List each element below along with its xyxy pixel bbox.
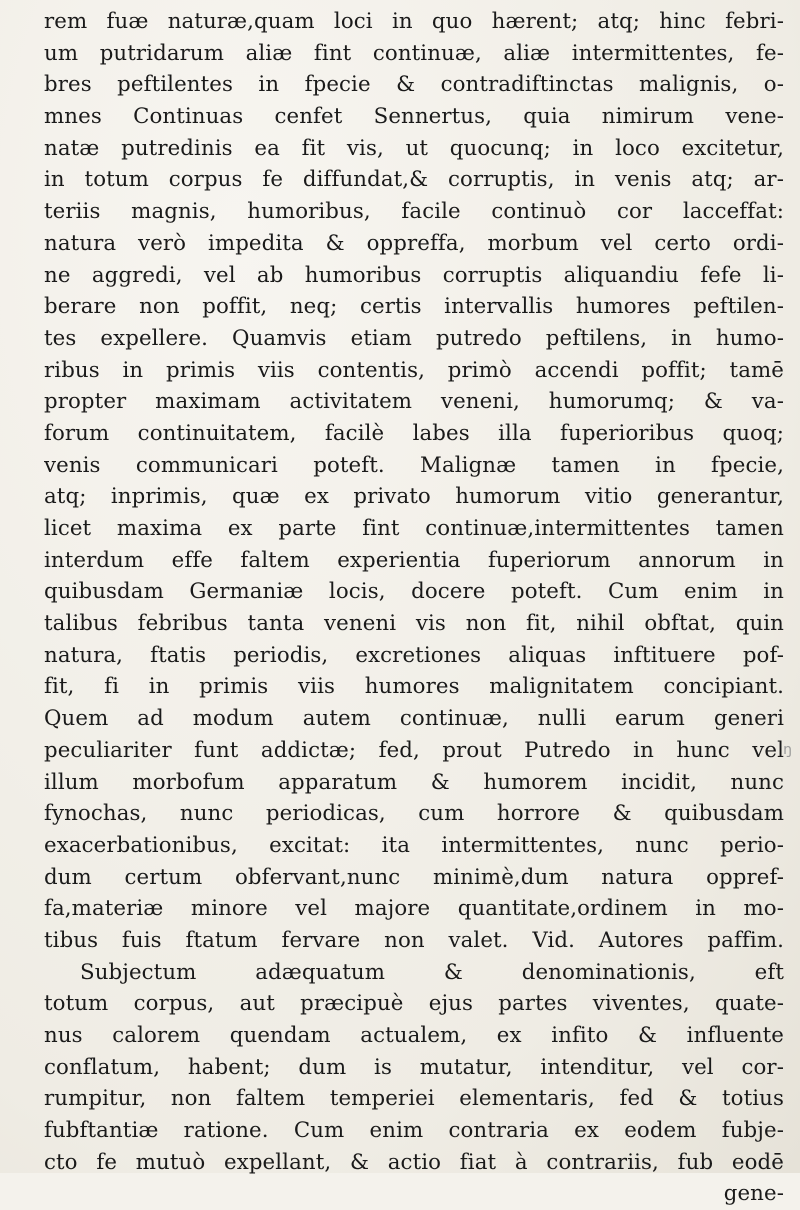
text-line: Quem ad modum autem continuæ, nulli earum generi [44,706,784,732]
text-line: cto fe mutuò expellant, & actio fiat à contrariis, fub eodē [44,1149,784,1175]
text-line: ne aggredi, vel ab humoribus corruptis aliquandiu fefe li- [44,262,784,288]
text-line: propter maximam activitatem veneni, humorumq; & va- [44,389,784,415]
text-line: nus calorem quendam actualem, ex infito & influente [44,1023,784,1048]
text-line: tibus fuis ftatum fervare non valet. Vid. Autores paffim. [44,927,784,953]
text-line: venis communicari poteft. Malignæ tamen in fpecie, [44,452,784,478]
text-line: quibusdam Germaniæ locis, docere poteft. Cum enim in [44,579,784,605]
text-line: fit, fi in primis viis humores malignitatem concipiant. [44,674,784,700]
text-line: dum certum obfervant,nunc minimè,dum natura oppref- [44,864,784,890]
text-line: forum continuitatem, facilè labes illa fuperioribus quoq; [44,420,784,446]
text-line: fubftantiæ ratione. Cum enim contraria ex eodem fubje- [44,1118,784,1144]
text-line: atq; inprimis, quæ ex privato humorum vitio generantur, [44,484,784,510]
text-line: natura verò impedita & oppreffa, morbum vel certo ordi- [44,230,784,256]
text-line: peculiariter funt addictæ; fed, prout Putredo in hunc vel [44,737,784,763]
text-line: interdum effe faltem experientia fuperiorum annorum in [44,547,784,573]
text-line: ribus in primis viis contentis, primò accendi poffit; tamē [44,357,784,383]
text-line: talibus febribus tanta veneni vis non fit, nihil obftat, quin [44,611,784,637]
text-line: Subjectum adæquatum & denominationis, eft [80,959,784,985]
text-line: fa,materiæ minore vel majore quantitate,ordinem in mo- [44,896,784,922]
text-line: natæ putredinis ea fit vis, ut quocunq; in loco excitetur, [44,135,784,161]
text-line: teriis magnis, humoribus, facile continuò cor lacceffat: [44,199,784,225]
text-line: fynochas, nunc periodicas, cum horrore & quibusdam [44,801,784,827]
text-block [44,6,784,1210]
text-line: bres peftilentes in fpecie & contradiftinctas malignis, o- [44,72,784,98]
catchword: gene- [723,1181,784,1207]
text-line: totum corpus, aut præcipuè ejus partes viventes, quate- [44,991,784,1017]
text-line: in totum corpus fe diffundat,& corruptis, in venis atq; ar- [44,167,784,193]
text-line: natura, ftatis periodis, excretiones aliquas inftituere pof- [44,642,784,668]
text-line: licet maxima ex parte fint continuæ,intermittentes tamen [44,516,784,541]
text-line: exacerbationibus, excitat: ita intermittentes, nunc perio- [44,832,784,858]
text-line: berare non poffit, neq; certis intervallis humores peftilen- [44,294,784,320]
text-line: conflatum, habent; dum is mutatur, intenditur, vel cor- [44,1054,784,1080]
text-line: tes expellere. Quamvis etiam putredo peftilens, in humo- [44,325,784,351]
text-line: illum morbofum apparatum & humorem incidit, nunc [44,769,784,795]
text-line: um putridarum aliæ fint continuæ, aliæ intermittentes, fe- [44,40,784,66]
text-line: rumpitur, non faltem temperiei elementaris, fed & totius [44,1086,784,1112]
text-line: mnes Continuas cenfet Sennertus, quia nimirum vene- [44,104,784,130]
text-line: rem fuæ naturæ,quam loci in quo hærent; atq; hinc febri- [44,9,784,34]
margin-mark: ŋ [783,742,792,758]
